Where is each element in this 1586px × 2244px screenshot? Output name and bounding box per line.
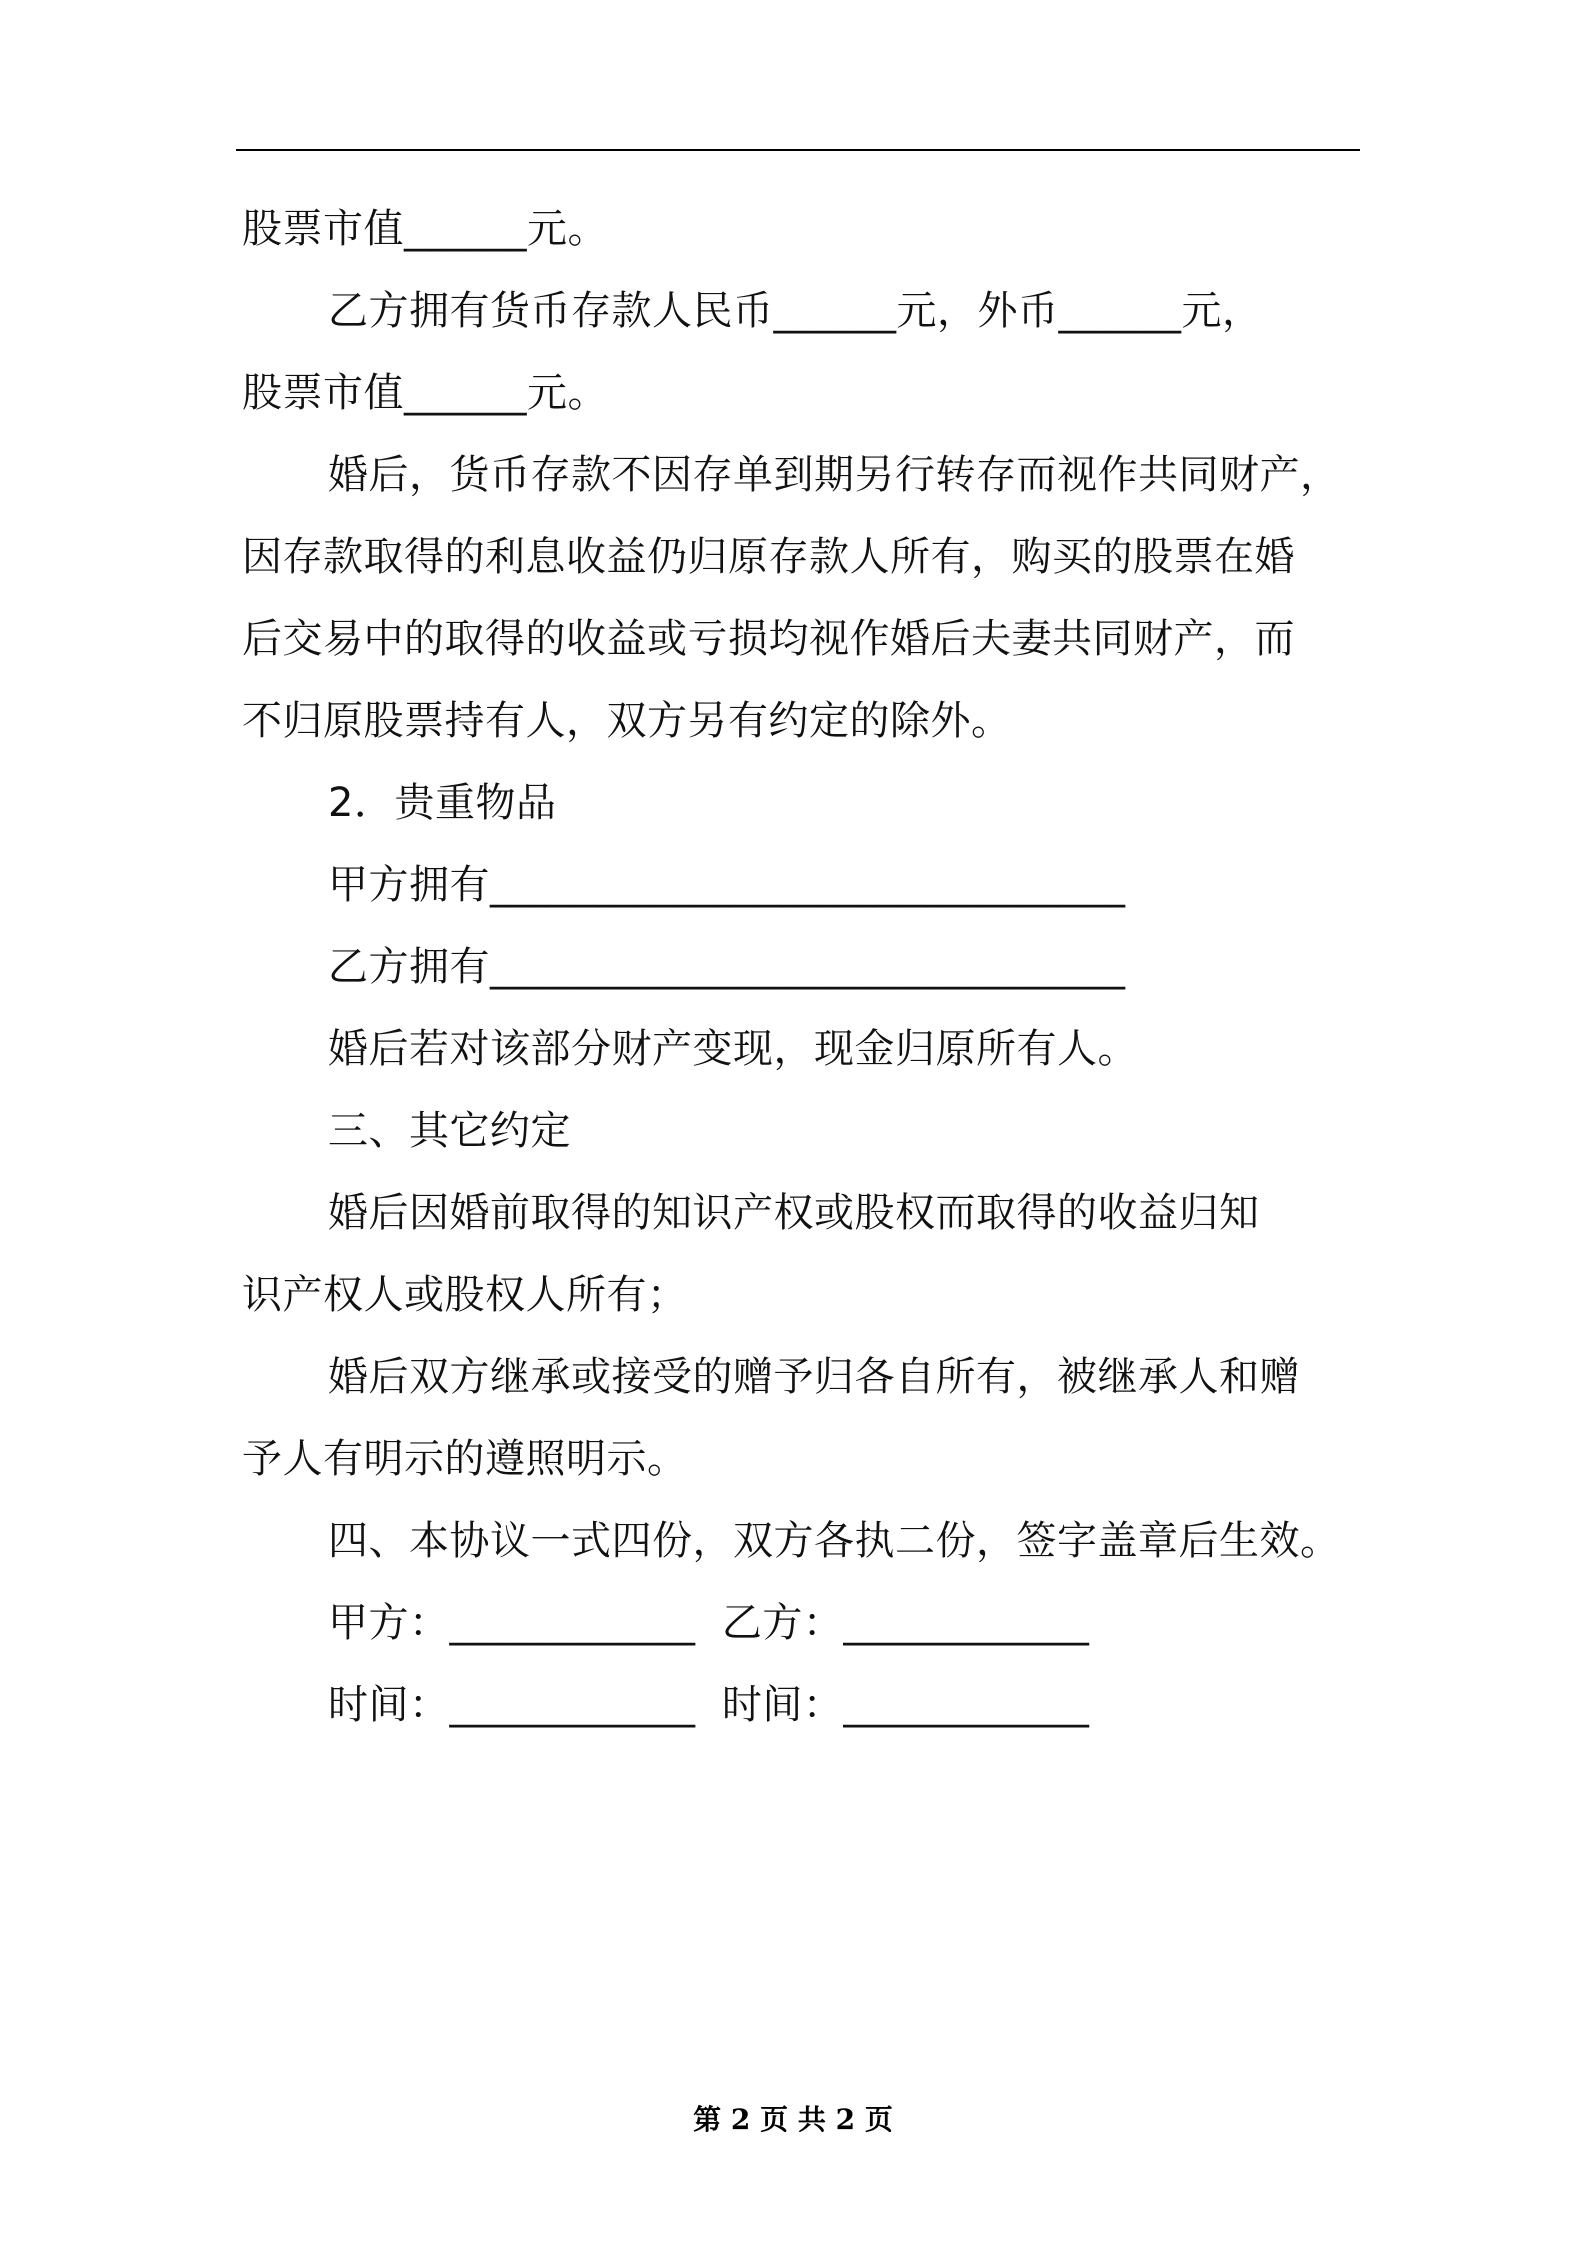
- text-line: 四、本协议一式四份，双方各执二份，签字盖章后生效。: [328, 1518, 1341, 1564]
- section-heading: 三、其它约定: [328, 1108, 571, 1154]
- signature-party-line: 甲方：____________ 乙方：____________: [328, 1600, 1090, 1646]
- text-line: 因存款取得的利息收益仍归原存款人所有，购买的股票在婚: [242, 534, 1295, 580]
- text-line: 婚后双方继承或接受的赠予归各自所有，被继承人和赠: [328, 1354, 1300, 1400]
- signature-date-line: 时间：____________ 时间：____________: [328, 1682, 1090, 1728]
- text-line: 股票市值______元。: [242, 370, 608, 416]
- header-rule: [236, 149, 1360, 151]
- text-line: 乙方拥有货币存款人民币______元，外币______元，: [328, 288, 1263, 334]
- section-heading: 2．贵重物品: [328, 780, 557, 826]
- text-line: 婚后若对该部分财产变现，现金归原所有人。: [328, 1026, 1138, 1072]
- text-line: 识产权人或股权人所有；: [242, 1272, 688, 1318]
- page-number-footer: 第 2 页 共 2 页: [693, 2103, 893, 2136]
- text-line: 不归原股票持有人，双方另有约定的除外。: [242, 698, 1012, 744]
- text-line: 后交易中的取得的收益或亏损均视作婚后夫妻共同财产，而: [242, 616, 1295, 662]
- text-line: 婚后因婚前取得的知识产权或股权而取得的收益归知: [328, 1190, 1260, 1236]
- text-line: 予人有明示的遵照明示。: [242, 1436, 688, 1482]
- text-line: 婚后，货币存款不因存单到期另行转存而视作共同财产，: [328, 452, 1341, 498]
- signature-blank-line: 甲方拥有_______________________________: [328, 862, 1126, 908]
- document-body: [242, 188, 1392, 1746]
- text-line: 股票市值______元。: [242, 206, 608, 252]
- signature-blank-line: 乙方拥有_______________________________: [328, 944, 1126, 990]
